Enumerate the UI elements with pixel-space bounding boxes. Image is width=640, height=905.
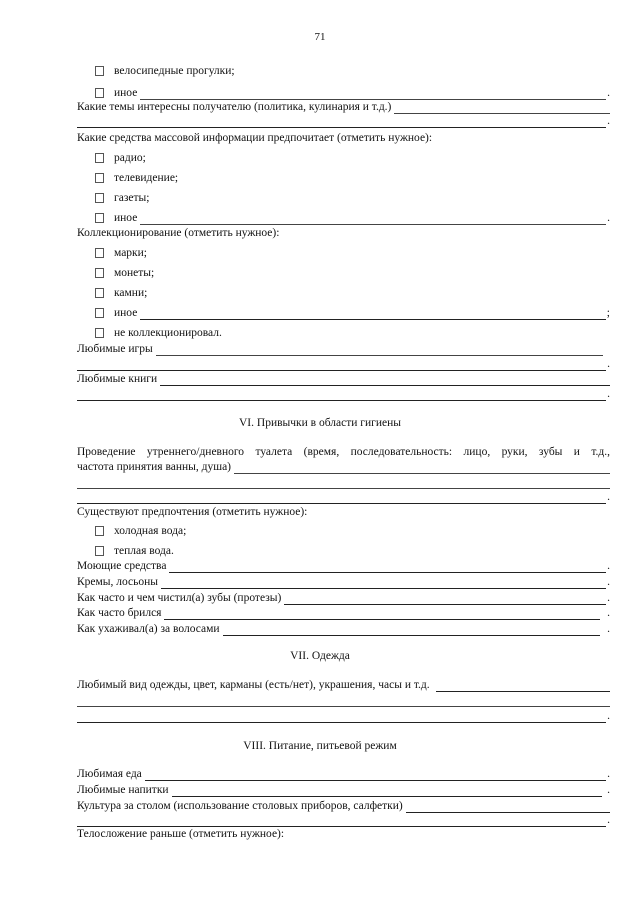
table-culture-continuation: . (77, 815, 610, 827)
creams-field: Кремы, лосьоны . (77, 576, 610, 588)
fill-line[interactable] (77, 116, 606, 128)
toilet-field-continuation-1 (77, 477, 610, 489)
fill-line[interactable] (77, 695, 610, 707)
fill-line[interactable] (161, 577, 606, 589)
checkbox[interactable] (95, 66, 104, 76)
toilet-label-line1: Проведение утреннего/дневного туалета (время, последовательность: лицо, руки, зубы и т.д., (77, 446, 610, 458)
topics-field-continuation: . (77, 116, 610, 128)
books-field: Любимые книги (77, 372, 610, 386)
fill-line[interactable] (77, 359, 606, 371)
drinks-field: Любимые напитки . (77, 784, 610, 796)
option-cold-water: холодная вода; (95, 524, 610, 538)
food-field: Любимая еда . (77, 768, 610, 780)
fill-line[interactable] (169, 561, 606, 573)
fill-line[interactable] (406, 801, 610, 813)
option-other-interest: иное . (95, 86, 610, 100)
section-heading-nutrition: VIII. Питание, питьевой режим (243, 740, 397, 752)
checkbox[interactable] (95, 88, 104, 98)
fill-line[interactable] (77, 815, 606, 827)
checkbox[interactable] (95, 268, 104, 278)
fill-line[interactable] (160, 374, 610, 386)
checkbox[interactable] (95, 328, 104, 338)
topics-field: Какие темы интересны получателю (политика, кулинария и т.д.) (77, 100, 610, 114)
section-heading-hygiene: VI. Привычки в области гигиены (239, 417, 401, 429)
preferences-label: Существуют предпочтения (отметить нужное): (77, 506, 308, 518)
games-field: Любимые игры (77, 342, 610, 356)
toilet-field: частота принятия ванны, душа) (77, 460, 610, 474)
fill-line[interactable] (145, 769, 606, 781)
fill-line[interactable] (436, 680, 610, 692)
option-newspapers: газеты; (95, 191, 610, 205)
option-not-collected: не коллекционировал. (95, 326, 610, 340)
checkbox[interactable] (95, 193, 104, 203)
fill-line[interactable] (156, 344, 603, 356)
fill-line[interactable] (164, 608, 600, 620)
option-cycling: велосипедные прогулки; (95, 64, 610, 78)
option-collecting-other: иное ; (95, 306, 610, 320)
clothing-field: Любимый вид одежды, цвет, карманы (есть/нет), украшения, часы и т.д. (77, 678, 610, 692)
checkbox[interactable] (95, 248, 104, 258)
option-coins: монеты; (95, 266, 610, 280)
shaving-field: Как часто брился . (77, 607, 610, 619)
option-warm-water: теплая вода. (95, 544, 610, 558)
detergents-field: Моющие средства . (77, 560, 610, 572)
books-field-continuation: . (77, 389, 610, 401)
checkbox[interactable] (95, 173, 104, 183)
fill-line[interactable] (140, 88, 606, 100)
checkbox[interactable] (95, 546, 104, 556)
section-heading-clothing: VII. Одежда (290, 650, 350, 662)
checkbox[interactable] (95, 526, 104, 536)
option-stones: камни; (95, 286, 610, 300)
collecting-label: Коллекционирование (отметить нужное): (77, 227, 280, 239)
page-number: 71 (314, 31, 326, 43)
fill-line[interactable] (77, 389, 606, 401)
fill-line[interactable] (77, 492, 606, 504)
option-tv: телевидение; (95, 171, 610, 185)
media-label: Какие средства массовой информации предпочитает (отметить нужное): (77, 132, 433, 144)
fill-line[interactable] (140, 213, 606, 225)
table-culture-field: Культура за столом (использование столовых приборов, салфетки) (77, 799, 610, 813)
fill-line[interactable] (284, 593, 606, 605)
option-media-other: иное . (95, 211, 610, 225)
fill-line[interactable] (234, 462, 610, 474)
checkbox[interactable] (95, 308, 104, 318)
option-stamps: марки; (95, 246, 610, 260)
games-field-continuation: . (77, 359, 610, 371)
option-radio: радио; (95, 151, 610, 165)
toilet-field-continuation-2: . (77, 492, 610, 504)
checkbox[interactable] (95, 153, 104, 163)
fill-line[interactable] (77, 477, 610, 489)
hair-field: Как ухаживал(а) за волосами . (77, 623, 610, 635)
fill-line[interactable] (223, 624, 601, 636)
clothing-field-continuation-1 (77, 695, 610, 707)
checkbox[interactable] (95, 288, 104, 298)
clothing-field-continuation-2: . (77, 711, 610, 723)
fill-line[interactable] (140, 308, 605, 320)
teeth-field: Как часто и чем чистил(а) зубы (протезы) . (77, 592, 610, 604)
fill-line[interactable] (172, 785, 603, 797)
fill-line[interactable] (77, 711, 606, 723)
physique-label: Телосложение раньше (отметить нужное): (77, 828, 285, 840)
checkbox[interactable] (95, 213, 104, 223)
fill-line[interactable] (394, 102, 610, 114)
